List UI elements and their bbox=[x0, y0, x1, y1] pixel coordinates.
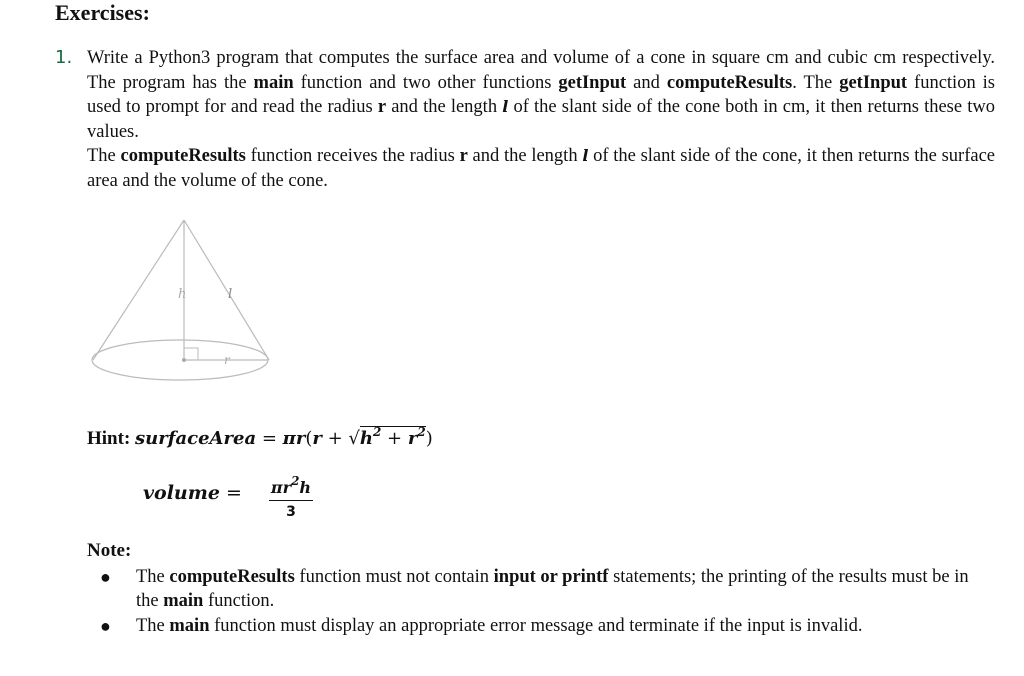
cone-center-dot bbox=[182, 358, 186, 362]
note-list bbox=[98, 565, 993, 639]
exercise-paragraph-1: Write a Python3 program that computes the surface area and volume of a cone in square cm and cubic cm respectively. The program has the main function and two other functions getInput and computeResults. The getInput function is used to prompt for and read the radius r and the length l of the slant side of the cone both in cm, it then returns these two values. bbox=[87, 48, 995, 142]
hint-formula: Hint: surfaceArea = $\pi r(r + √h^2 + r^2)$ bbox=[87, 425, 433, 449]
note-item: ● The main function must display an appropriate error message and terminate if the input is invalid. bbox=[100, 616, 863, 636]
cone-diagram bbox=[90, 214, 280, 394]
exercise-paragraph-2: The computeResults function receives the radius r and the length l of the slant side of the cone, it then returns the surface area and the volume of the cone. bbox=[87, 146, 995, 191]
exercise-number: 1. bbox=[55, 47, 73, 68]
volume-fraction: $\frac{\pi r^2h}{3}$ bbox=[269, 470, 313, 523]
section-heading: Exercises: bbox=[55, 0, 150, 25]
note-title: Note: bbox=[87, 540, 132, 561]
exercise-1 bbox=[55, 46, 995, 193]
radius-label: r bbox=[224, 353, 230, 367]
cone-left-side bbox=[93, 220, 187, 360]
note-item: ● The computeResults function must not contain input or printf statements; the printing of the results must be in the main function. bbox=[100, 567, 969, 611]
height-label: h bbox=[178, 287, 187, 302]
slant-label: l bbox=[228, 287, 233, 302]
sqrt-sign: √ bbox=[348, 428, 360, 449]
cone-right-side bbox=[184, 220, 269, 360]
right-angle-mark bbox=[184, 348, 198, 360]
